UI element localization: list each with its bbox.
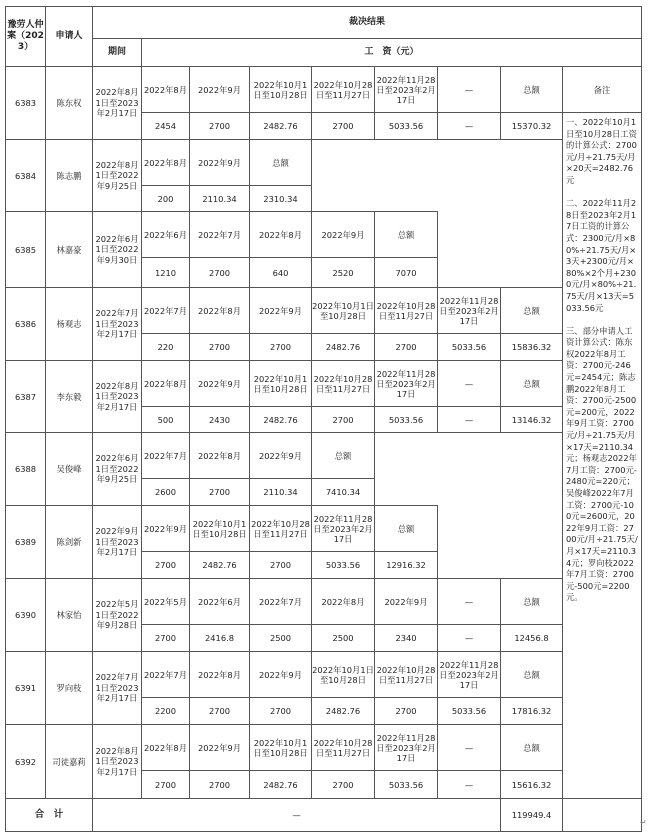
case-number: 6387 — [6, 361, 46, 433]
wage-period-label: 2022年7月 — [250, 579, 312, 625]
wage-amount: 2200 — [142, 698, 190, 725]
applicant-name: 陈东权 — [46, 67, 93, 140]
period-range: 2022年8月1日至2022年9月25日 — [93, 140, 142, 212]
wage-period-label: 2022年10月28日至11月27日 — [375, 288, 438, 334]
total-label: 总额 — [501, 288, 563, 334]
paragraph-mark: ↵ — [640, 818, 647, 827]
period-range: 2022年7月1日至2023年2月17日 — [93, 288, 142, 361]
total-label: 总额 — [501, 725, 563, 771]
wage-amount: 500 — [142, 407, 190, 433]
wage-period-label: 2022年9月 — [250, 652, 312, 698]
wage-period-label: 2022年6月 — [190, 579, 250, 625]
table-row — [6, 725, 642, 771]
period-range: 2022年8月1日至2023年2月17日 — [93, 67, 142, 140]
case-number: 6389 — [6, 506, 46, 579]
wage-amount: 5033.56 — [375, 113, 438, 140]
wage-period-label: 2022年8月 — [142, 361, 190, 407]
case-number: 6392 — [6, 725, 46, 799]
wage-amount: 2700 — [142, 552, 190, 579]
wage-period-label: 2022年9月 — [142, 506, 190, 552]
wage-period-label: 2022年9月 — [312, 212, 375, 258]
wage-period-label: 2022年8月 — [250, 212, 312, 258]
wage-period-label: 2022年8月 — [312, 579, 375, 625]
wage-amount: 2416.8 — [190, 625, 250, 652]
period-range: 2022年5月1日至2022年9月28日 — [93, 579, 142, 652]
empty-dash: — — [438, 407, 501, 433]
header-case: 豫劳人仲案（2023） — [6, 7, 46, 67]
wage-amount: 2110.34 — [250, 479, 312, 506]
wage-amount: 2700 — [190, 698, 250, 725]
wage-amount: 5033.56 — [438, 334, 501, 361]
wage-period-label: 2022年10月1日至10月28日 — [250, 361, 312, 407]
wage-period-label: 2022年11月28日至2023年2月17日 — [438, 288, 501, 334]
total-amount: 12456.8 — [501, 625, 563, 652]
total-label: 总额 — [312, 433, 375, 479]
total-label: 总额 — [250, 140, 312, 186]
wage-amount: 200 — [142, 186, 190, 212]
remark-header: 备注 — [563, 67, 642, 113]
wage-period-label: 2022年9月 — [190, 140, 250, 186]
applicant-name: 林家怡 — [46, 579, 93, 652]
wage-amount: 2482.76 — [190, 552, 250, 579]
remark-notes: 一、2022年10月1日至10月28日工资的计算公式：2700元/月÷21.75天/月×20天=2482.76元 二、2022年11月28日至2023年2月17日工资的计算公式：2300元/月×80%÷21.75天/月×3天+2300元/月×80%×2个月+2300元/月×80%÷21.75天/月×13天=5033.56元 三、部分申请人工资计算公式：陈东权2022年8月工资：2700元-246元=2454元；陈志鹏2022年8月工资：2700元-2500元=200元，2022年9月工资：2700元/月÷21.75天/月×17天=2110.34元；杨观志2022年7月工资：2700元-2480元=220元；吴俊峰2022年7月工资：2700元-100元=2600元，2022年9月工资：2700元/月÷21.75天/月×17天=2110.34元；罗向枝2022年7月工资：2700元-500元=2200元。 — [563, 113, 642, 799]
wage-amount: 2500 — [250, 625, 312, 652]
wage-amount: 2700 — [190, 258, 250, 288]
wage-amount: 2700 — [312, 113, 375, 140]
wage-period-label: 2022年7月 — [142, 433, 190, 479]
total-amount: 7070 — [375, 258, 438, 288]
header-result: 裁决结果 — [93, 7, 642, 39]
grand-total-dash: — — [93, 799, 501, 832]
period-range: 2022年8月1日至2023年2月17日 — [93, 361, 142, 433]
wage-amount: 2600 — [142, 479, 190, 506]
applicant-name: 陈志鹏 — [46, 140, 93, 212]
wage-amount: 2340 — [375, 625, 438, 652]
table-row — [6, 361, 642, 407]
total-amount: 17816.32 — [501, 698, 563, 725]
total-amount: 15836.32 — [501, 334, 563, 361]
wage-amount: 640 — [250, 258, 312, 288]
wage-amount: 2700 — [250, 334, 312, 361]
case-number: 6388 — [6, 433, 46, 506]
total-label: 总额 — [501, 67, 563, 113]
wage-period-label: 2022年8月 — [142, 140, 190, 186]
header-applicant: 申请人 — [46, 7, 93, 67]
applicant-name: 陈剑新 — [46, 506, 93, 579]
table-row — [6, 140, 642, 186]
total-amount: 7410.34 — [312, 479, 375, 506]
wage-period-label: 2022年6月 — [142, 212, 190, 258]
total-amount: 15616.32 — [501, 771, 563, 799]
empty-remark-cell — [563, 799, 642, 832]
table-row — [6, 288, 642, 334]
wage-amount: 2482.76 — [312, 698, 375, 725]
table-row — [6, 579, 642, 625]
wage-period-label: 2022年5月 — [142, 579, 190, 625]
wage-period-label: 2022年11月28日至2023年2月17日 — [312, 506, 375, 552]
wage-period-label: 2022年8月 — [142, 725, 190, 771]
wage-period-label: 2022年7月 — [142, 288, 190, 334]
wage-period-label: 2022年11月28日至2023年2月17日 — [438, 652, 501, 698]
wage-amount: 2500 — [312, 625, 375, 652]
wage-period-label: 2022年10月28日至11月27日 — [312, 67, 375, 113]
wage-amount: 2700 — [312, 771, 375, 799]
table-row — [6, 67, 642, 113]
wage-period-label: 2022年10月28日至11月27日 — [375, 652, 438, 698]
applicant-name: 杨观志 — [46, 288, 93, 361]
total-amount: 12916.32 — [375, 552, 438, 579]
wage-period-label: 2022年11月28日至2023年2月17日 — [375, 725, 438, 771]
wage-period-label: 2022年7月 — [142, 652, 190, 698]
wage-amount: 2700 — [190, 113, 250, 140]
wage-amount: 5033.56 — [312, 552, 375, 579]
total-label: 总额 — [501, 652, 563, 698]
wage-period-label: 2022年7月 — [190, 212, 250, 258]
empty-dash: — — [438, 113, 501, 140]
wage-amount: 5033.56 — [375, 407, 438, 433]
header-wage: 工 资（元） — [142, 39, 642, 67]
wage-period-label: 2022年11月28日至2023年2月17日 — [375, 67, 438, 113]
period-range: 2022年7月1日至2023年2月17日 — [93, 652, 142, 725]
wage-period-label: 2022年10月1日至10月28日 — [250, 67, 312, 113]
applicant-name: 吴俊峰 — [46, 433, 93, 506]
wage-amount: 2700 — [190, 479, 250, 506]
wage-amount: 1210 — [142, 258, 190, 288]
table-row — [6, 506, 642, 552]
wage-amount: 2700 — [250, 552, 312, 579]
empty-dash: — — [438, 625, 501, 652]
wage-period-label: 2022年9月 — [190, 725, 250, 771]
wage-amount: 2110.34 — [190, 186, 250, 212]
grand-total-amount: 119949.4 — [501, 799, 563, 832]
wage-period-label: 2022年11月28日至2023年2月17日 — [375, 361, 438, 407]
wage-amount: 2520 — [312, 258, 375, 288]
wage-amount: 2482.76 — [250, 113, 312, 140]
total-label: 总额 — [375, 212, 438, 258]
wage-period-label: 2022年10月1日至10月28日 — [312, 288, 375, 334]
wage-period-label: 2022年9月 — [190, 361, 250, 407]
empty-dash: — — [438, 361, 501, 407]
wage-amount: 2700 — [142, 771, 190, 799]
table-row — [6, 433, 642, 479]
wage-period-label: 2022年9月 — [190, 67, 250, 113]
wage-amount: 2700 — [142, 625, 190, 652]
wage-amount: 2700 — [312, 407, 375, 433]
wage-amount: 2700 — [190, 771, 250, 799]
wage-amount: 5033.56 — [375, 771, 438, 799]
case-number: 6383 — [6, 67, 46, 140]
total-amount: 15370.32 — [501, 113, 563, 140]
wage-amount: 2454 — [142, 113, 190, 140]
total-label: 总额 — [375, 506, 438, 552]
wage-amount: 220 — [142, 334, 190, 361]
table-row — [6, 212, 642, 258]
wage-period-label: 2022年10月28日至11月27日 — [250, 506, 312, 552]
wage-amount: 2482.76 — [250, 407, 312, 433]
wage-amount: 2700 — [250, 698, 312, 725]
wage-period-label: 2022年10月28日至11月27日 — [312, 361, 375, 407]
header-period: 期间 — [93, 39, 142, 67]
period-range: 2022年6月1日至2022年9月30日 — [93, 212, 142, 288]
wage-period-label: 2022年10月1日至10月28日 — [312, 652, 375, 698]
period-range: 2022年8月1日至2023年2月17日 — [93, 725, 142, 799]
wage-period-label: 2022年8月 — [190, 433, 250, 479]
empty-dash: — — [438, 579, 501, 625]
arbitration-result-table — [5, 6, 642, 832]
wage-amount: 5033.56 — [438, 698, 501, 725]
case-number: 6390 — [6, 579, 46, 652]
wage-period-label: 2022年9月 — [375, 579, 438, 625]
wage-amount: 2482.76 — [312, 334, 375, 361]
empty-dash: — — [438, 725, 501, 771]
applicant-name: 林嘉豪 — [46, 212, 93, 288]
arbitration-table-container — [5, 6, 642, 832]
applicant-name: 司徒嘉莉 — [46, 725, 93, 799]
wage-amount: 2430 — [190, 407, 250, 433]
wage-period-label: 2022年9月 — [250, 433, 312, 479]
grand-total-label: 合 计 — [6, 799, 93, 832]
wage-amount: 2700 — [375, 698, 438, 725]
wage-amount: 2700 — [190, 334, 250, 361]
wage-period-label: 2022年8月 — [190, 652, 250, 698]
period-range: 2022年9月1日至2023年2月17日 — [93, 506, 142, 579]
total-row — [6, 799, 642, 832]
wage-period-label: 2022年10月1日至10月28日 — [190, 506, 250, 552]
wage-amount: 2482.76 — [250, 771, 312, 799]
case-number: 6385 — [6, 212, 46, 288]
period-range: 2022年6月1日至2022年9月25日 — [93, 433, 142, 506]
applicant-name: 罗向枝 — [46, 652, 93, 725]
wage-period-label: 2022年10月1日至10月28日 — [250, 725, 312, 771]
wage-period-label: 2022年8月 — [142, 67, 190, 113]
wage-amount: 2700 — [375, 334, 438, 361]
case-number: 6386 — [6, 288, 46, 361]
applicant-name: 李东毅 — [46, 361, 93, 433]
table-row — [6, 652, 642, 698]
total-amount: 2310.34 — [250, 186, 312, 212]
empty-dash: — — [438, 771, 501, 799]
total-label: 总额 — [501, 361, 563, 407]
empty-dash: — — [438, 67, 501, 113]
wage-period-label: 2022年9月 — [250, 288, 312, 334]
table-body — [6, 7, 642, 832]
case-number: 6384 — [6, 140, 46, 212]
wage-period-label: 2022年10月28日至11月27日 — [312, 725, 375, 771]
wage-period-label: 2022年8月 — [190, 288, 250, 334]
total-label: 总额 — [501, 579, 563, 625]
case-number: 6391 — [6, 652, 46, 725]
total-amount: 13146.32 — [501, 407, 563, 433]
